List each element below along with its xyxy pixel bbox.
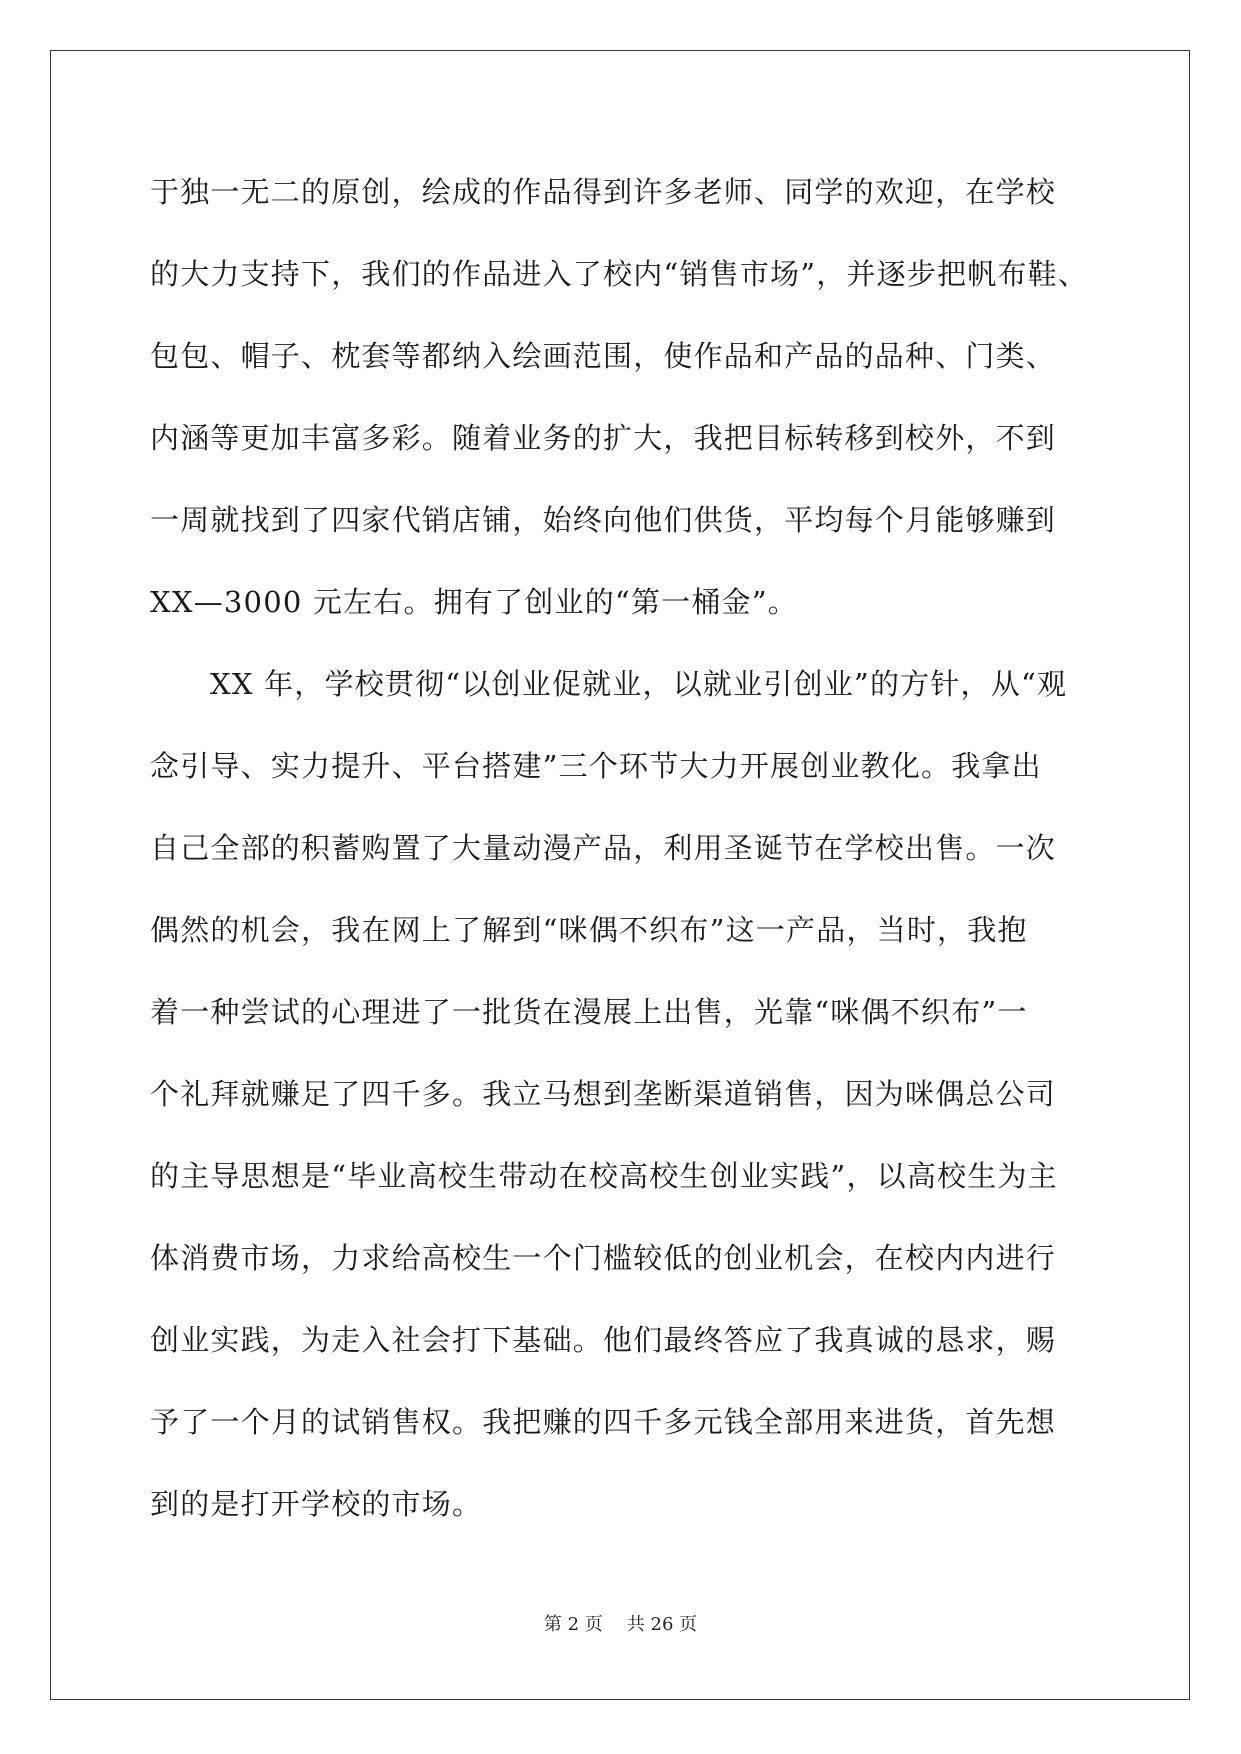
text-line: 到的是打开学校的市场。 — [150, 1487, 483, 1521]
text-line: 予了一个月的试销售权。我把赚的四千多元钱全部用来进货，首先想 — [150, 1405, 1057, 1439]
text-line: 内涵等更加丰富多彩。随着业务的扩大，我把目标转移到校外，不到 — [150, 421, 1057, 455]
text-line: 于独一无二的原创，绘成的作品得到许多老师、同学的欢迎，在学校 — [150, 175, 1057, 209]
page-number-current: 第 2 页 — [543, 1614, 603, 1635]
text-line: 一周就找到了四家代销店铺，始终向他们供货，平均每个月能够赚到 — [150, 503, 1057, 537]
page-footer — [0, 1610, 1241, 1636]
text-line: 偶然的机会，我在网上了解到“咪偶不织布”这一产品，当时，我抱 — [150, 913, 1028, 947]
text-line: 体消费市场，力求给高校生一个门槛较低的创业机会，在校内内进行 — [150, 1241, 1057, 1275]
text-line: 的大力支持下，我们的作品进入了校内“销售市场”，并逐步把帆布鞋、 — [150, 257, 1089, 291]
text-line: 着一种尝试的心理进了一批货在漫展上出售，光靠“咪偶不织布”一 — [150, 995, 1028, 1029]
text-line: 创业实践，为走入社会打下基础。他们最终答应了我真诚的恳求，赐 — [150, 1323, 1057, 1357]
document-body — [150, 162, 1150, 1556]
text-line: XX—3000 元左右。拥有了创业的“第一桶金”。 — [150, 585, 798, 619]
page-number-total: 共 26 页 — [626, 1614, 698, 1635]
text-line: 个礼拜就赚足了四千多。我立马想到垄断渠道销售，因为咪偶总公司 — [150, 1077, 1057, 1111]
text-line: 念引导、实力提升、平台搭建”三个环节大力开展创业教化。我拿出 — [150, 749, 1042, 783]
text-line: 的主导思想是“毕业高校生带动在校高校生创业实践”，以高校生为主 — [150, 1159, 1058, 1193]
text-line: 自己全部的积蓄购置了大量动漫产品，利用圣诞节在学校出售。一次 — [150, 831, 1057, 865]
text-line: 包包、帽子、枕套等都纳入绘画范围，使作品和产品的品种、门类、 — [150, 339, 1057, 373]
paragraph-start-line: XX 年，学校贯彻“以创业促就业，以就业引创业”的方针，从“观 — [210, 667, 1068, 701]
